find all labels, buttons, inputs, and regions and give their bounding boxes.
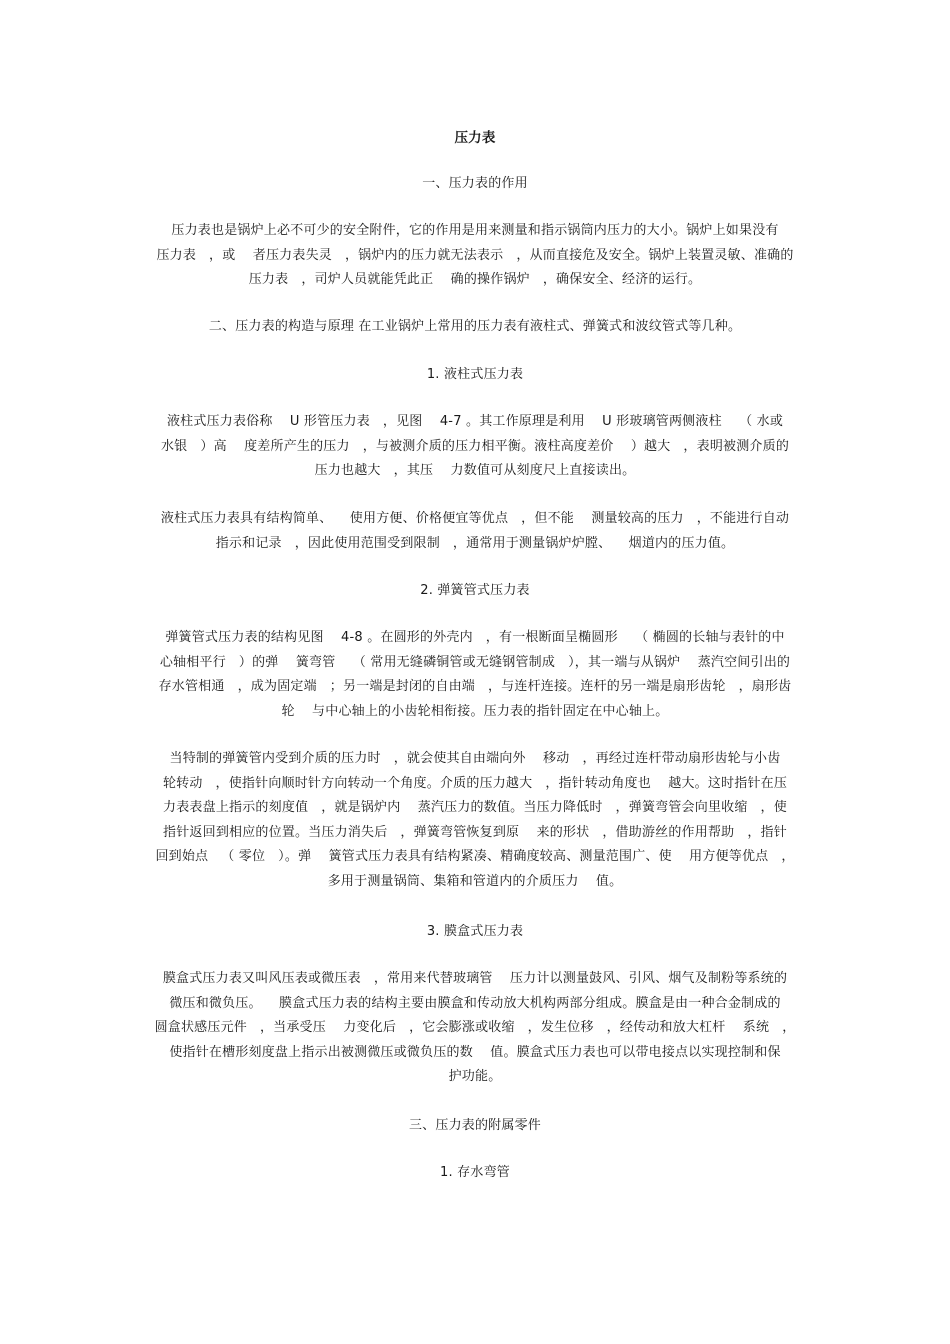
text-line: 液柱式压力表俗称 U 形管压力表 ，见图 4-7 。其工作原理是利用 U 形玻璃管两侧液柱 （ 水或: [166, 414, 784, 429]
text-line: 水银 ）高 度差所产生的压力 ，与被测介质的压力相平衡。液柱高度差价 ）越大 ，表明被测介质的: [160, 438, 790, 454]
subsection-heading-diaphragm: 3. 膜盒式压力表: [426, 924, 524, 939]
text-line: 液柱式压力表具有结构简单、 使用方便、价格便宜等优点 ，但不能 测量较高的压力 ，不能进行自动: [160, 511, 790, 526]
text-line: 心轴相平行 ）的弹 簧弯管 （ 常用无缝磷铜管或无缝钢管制成 ），其一端与从锅炉 蒸汽空间引出的: [159, 654, 791, 670]
subsection-heading-water-trap: 1. 存水弯管: [440, 1165, 510, 1180]
paragraph-diaphragm: [140, 967, 810, 1090]
section-heading-2: 二、压力表的构造与原理 在工业锅炉上常用的压力表有液柱式、弹簧式和波纹管式等几种。: [208, 319, 742, 334]
text-line: 膜盒式压力表又叫风压表或微压表 ，常用来代替玻璃管 压力计以测量鼓风、引风、烟气及制粉等系统的: [162, 971, 788, 986]
text-line: 圆盒状感压元件 ，当承受压 力变化后 ，它会膨涨或收缩 ，发生位移 ，经传动和放大杠杆 系统 ，: [154, 1020, 796, 1035]
subsection-heading-liquid-column: 1. 液柱式压力表: [426, 367, 524, 382]
text-line: 压力表 ，或 者压力表失灵 ，锅炉内的压力就无法表示 ，从而直接危及安全。锅炉上装置灵敏、准确的: [156, 247, 794, 263]
text-line: 多用于测量锅筒、集箱和管道内的介质压力 值。: [327, 873, 623, 889]
text-line: 当特制的弹簧管内受到介质的压力时 ，就会使其自由端向外 移动 ，再经过连杆带动扇形齿轮与小齿: [169, 751, 781, 766]
text-line: 压力表 ，司炉人员就能凭此正 确的操作锅炉 ，确保安全、经济的运行。: [248, 272, 702, 287]
paragraph-spring-tube-operation: [140, 747, 810, 894]
paragraph-liquid-column-principle: [140, 410, 810, 484]
paragraph-purpose: [140, 219, 810, 293]
text-line: 回到始点 （ 零位 ）。弹 簧管式压力表具有结构紧凑、精确度较高、测量范围广、使 用方便等优点 ，: [155, 849, 795, 864]
section-heading-1: 一、压力表的作用: [422, 176, 528, 191]
paragraph-spring-tube-structure: [140, 626, 810, 724]
subsection-heading-spring-tube: 2. 弹簧管式压力表: [420, 583, 530, 598]
text-line: 压力表也是锅炉上必不可少的安全附件，它的作用是用来测量和指示锅筒内压力的大小。锅炉上如果没有: [171, 223, 779, 238]
text-line: 指示和记录 ，因此使用范围受到限制 ，通常用于测量锅炉炉膛、 烟道内的压力值。: [215, 535, 735, 551]
text-line: 力表表盘上指示的刻度值 ，就是锅炉内 蒸汽压力的数值。当压力降低时 ，弹簧弯管会向里收缩 ，使: [163, 800, 787, 815]
text-line: 指针返回到相应的位置。当压力消失后 ，弹簧弯管恢复到原 来的形状 ，借助游丝的作用帮助 ，指针: [163, 824, 787, 840]
text-line: 微压和微负压。 膜盒式压力表的结构主要由膜盒和传动放大机构两部分组成。膜盒是由一种合金制成的: [169, 995, 781, 1011]
text-line: 使指针在槽形刻度盘上指示出被测微压或微负压的数 值。膜盒式压力表也可以带电接点以实现控制和保: [169, 1044, 781, 1060]
section-heading-3: 三、压力表的附属零件: [408, 1118, 541, 1133]
text-line: 存水管相通 ，成为固定端 ；另一端是封闭的自由端 ，与连杆连接。连杆的另一端是扇形齿轮 ，扇形齿: [158, 679, 792, 694]
text-line: 弹簧管式压力表的结构见图 4-8 。在圆形的外壳内 ，有一根断面呈椭圆形 （ 椭圆的长轴与表针的中: [165, 630, 785, 645]
document-title: 压力表: [454, 130, 496, 146]
text-line: 轮转动 ，使指针向顺时针方向转动一个角度。介质的压力越大 ，指针转动角度也 越大。这时指针在压: [162, 775, 788, 791]
text-line: 轮 与中心轴上的小齿轮相衔接。压力表的指针固定在中心轴上。: [281, 703, 669, 719]
paragraph-liquid-column-features: [140, 507, 810, 556]
text-line: 护功能。: [448, 1069, 502, 1084]
text-line: 压力也越大 ，其压 力数值可从刻度尺上直接读出。: [314, 463, 636, 478]
